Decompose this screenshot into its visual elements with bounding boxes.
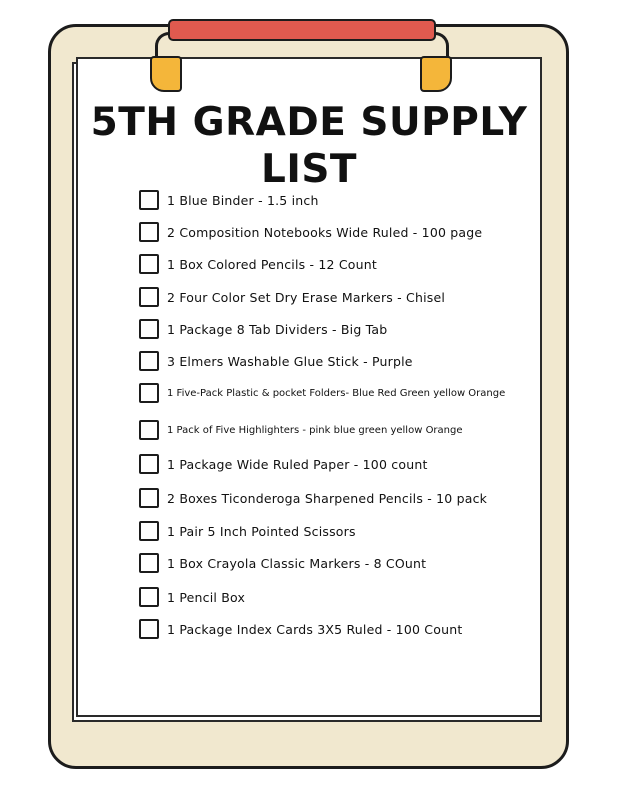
item-label: 1 Box Crayola Classic Markers - 8 COunt <box>167 555 427 571</box>
list-item <box>139 486 487 510</box>
item-label: 1 Blue Binder - 1.5 inch <box>167 192 319 208</box>
list-item <box>139 349 413 373</box>
clip-foot-right <box>420 56 452 92</box>
list-item <box>139 617 462 641</box>
item-label: 1 Pencil Box <box>167 589 246 605</box>
checkbox[interactable] <box>139 553 159 573</box>
item-label: 2 Four Color Set Dry Erase Markers - Chisel <box>167 289 446 305</box>
item-label: 2 Composition Notebooks Wide Ruled - 100 page <box>167 224 483 240</box>
list-item <box>139 585 245 609</box>
checkbox[interactable] <box>139 587 159 607</box>
item-label: 1 Pack of Five Highlighters - pink blue green yellow Orange <box>167 424 463 436</box>
item-label: 1 Package Wide Ruled Paper - 100 count <box>167 456 428 472</box>
list-item <box>139 551 426 575</box>
checkbox[interactable] <box>139 287 159 307</box>
page-title: 5TH GRADE SUPPLY LIST <box>90 100 528 192</box>
list-item <box>139 452 428 476</box>
checkbox[interactable] <box>139 351 159 371</box>
list-item <box>139 381 505 405</box>
clip-bar <box>168 19 436 41</box>
item-label: 1 Package Index Cards 3X5 Ruled - 100 Count <box>167 621 463 637</box>
item-label: 2 Boxes Ticonderoga Sharpened Pencils - 10 pack <box>167 490 488 506</box>
checkbox[interactable] <box>139 619 159 639</box>
list-item <box>139 252 377 276</box>
item-label: 1 Package 8 Tab Dividers - Big Tab <box>167 321 388 337</box>
clip-foot-left <box>150 56 182 92</box>
list-item <box>139 317 387 341</box>
checkbox[interactable] <box>139 222 159 242</box>
checkbox[interactable] <box>139 383 159 403</box>
list-item <box>139 220 482 244</box>
checkbox[interactable] <box>139 454 159 474</box>
item-label: 1 Pair 5 Inch Pointed Scissors <box>167 523 356 539</box>
item-label: 1 Five-Pack Plastic & pocket Folders- Blue Red Green yellow Orange <box>167 387 506 399</box>
checkbox[interactable] <box>139 420 159 440</box>
checkbox[interactable] <box>139 319 159 339</box>
checkbox[interactable] <box>139 488 159 508</box>
list-item <box>139 519 356 543</box>
list-item <box>139 188 319 212</box>
list-item <box>139 418 463 442</box>
checkbox[interactable] <box>139 254 159 274</box>
list-item <box>139 285 445 309</box>
item-label: 1 Box Colored Pencils - 12 Count <box>167 256 377 272</box>
item-label: 3 Elmers Washable Glue Stick - Purple <box>167 353 413 369</box>
checkbox[interactable] <box>139 190 159 210</box>
checkbox[interactable] <box>139 521 159 541</box>
